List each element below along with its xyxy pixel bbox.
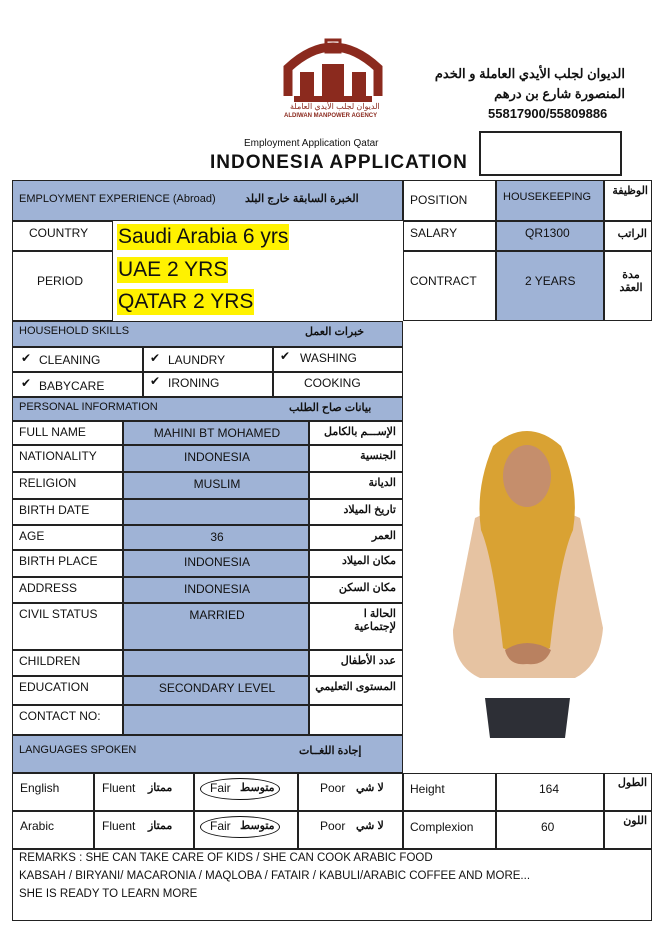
check-icon: ✔ (150, 374, 161, 388)
form-subtitle: Employment Application Qatar (244, 138, 379, 149)
personal-ar: تاريخ الميلاد (309, 499, 403, 525)
height-label: Height (403, 773, 496, 811)
personal-label: ADDRESS (12, 577, 123, 603)
remarks-line-3: SHE IS READY TO LEARN MORE (19, 888, 198, 900)
remarks-line-2: KABSAH / BIRYANI/ MACARONIA / MAQLOBA / FATAIR / KABULI/ARABIC COFFEE AND MORE... (19, 870, 531, 882)
personal-value: MAHINI BT MOHAMED (123, 421, 309, 445)
personal-label: CONTACT NO: (12, 705, 123, 735)
company-address-ar: المنصورة شارع بن درهم (494, 86, 625, 101)
logo-subtitle-ar: الديوان لجلب الأيدي العاملة (290, 102, 380, 111)
personal-ar: الحالة ا لإجتماعية (309, 603, 403, 650)
applicant-photo (405, 398, 650, 738)
personal-label: BIRTH DATE (12, 499, 123, 525)
experience-header: EMPLOYMENT EXPERIENCE (Abroad) الخبرة السابقة خارج البلد (12, 180, 403, 221)
page-title: INDONESIA APPLICATION (210, 152, 468, 173)
skill-ironing: ✔ IRONING (143, 372, 273, 397)
personal-value: INDONESIA (123, 577, 309, 603)
personal-label: BIRTH PLACE (12, 550, 123, 577)
skill-washing: ✔ WASHING (273, 347, 403, 372)
position-value: HOUSEKEEPING (496, 180, 604, 221)
lang-name-text: English (20, 781, 60, 795)
personal-label: EDUCATION (12, 676, 123, 705)
fluent-ar-text: ممتاز (148, 820, 173, 832)
company-phones: 55817900/55809886 (488, 106, 608, 121)
poor-text: Poor (320, 781, 346, 795)
personal-label: FULL NAME (12, 421, 123, 445)
personal-label: RELIGION (12, 472, 123, 499)
salary-ar: الراتب (604, 221, 652, 251)
fair-text: Fair (210, 819, 231, 833)
period-value-2: QATAR 2 YRS (118, 290, 254, 313)
contract-label: CONTRACT (403, 251, 496, 321)
personal-ar: الجنسية (309, 445, 403, 472)
salary-value: QR1300 (496, 221, 604, 251)
skill-cooking: COOKING (273, 372, 403, 397)
personal-header: PERSONAL INFORMATION بيانات صاح الطلب (12, 397, 403, 421)
personal-value: INDONESIA (123, 550, 309, 577)
height-ar: الطول (604, 773, 652, 811)
logo-subtitle-en: ALDIWAN MANPOWER AGENCY (284, 113, 378, 119)
skill-cleaning: ✔ CLEANING (12, 347, 143, 372)
lang-poor (298, 811, 403, 849)
personal-ar: الديانة (309, 472, 403, 499)
check-icon: ✔ (21, 376, 32, 390)
personal-ar: مكان الميلاد (309, 550, 403, 577)
skills-header: HOUSEHOLD SKILLS خبرات العمل (12, 321, 403, 347)
poor-ar-text: لا شي (356, 782, 384, 794)
company-name-ar: الديوان لجلب الأيدي العاملة و الخدم (434, 66, 625, 81)
fair-selected-circle (200, 778, 280, 800)
fluent-text: Fluent (102, 781, 136, 795)
personal-value: 36 (123, 525, 309, 550)
personal-value (123, 499, 309, 525)
company-logo (280, 34, 386, 124)
languages-header: LANGUAGES SPOKEN إجادة اللغــات (12, 735, 403, 773)
position-label: POSITION (403, 180, 496, 221)
personal-label: CHILDREN (12, 650, 123, 676)
check-icon: ✔ (280, 349, 291, 363)
personal-ar: مكان السكن (309, 577, 403, 603)
reference-box (479, 131, 622, 176)
remarks-line-1: REMARKS : SHE CAN TAKE CARE OF KIDS / SHE CAN COOK ARABIC FOOD (19, 852, 433, 864)
personal-value: MARRIED (123, 603, 309, 650)
fair-ar-text: متوسط (240, 820, 275, 832)
fair-text: Fair (210, 781, 231, 795)
fair-ar-text: متوسط (240, 782, 275, 794)
complexion-ar: اللون (604, 811, 652, 849)
lang-name-text: Arabic (20, 819, 55, 833)
check-icon: ✔ (21, 351, 32, 365)
personal-ar: المستوى التعليمي (309, 676, 403, 705)
lang-poor (298, 773, 403, 811)
check-icon: ✔ (150, 351, 161, 365)
period-value-1: UAE 2 YRS (118, 258, 228, 281)
country-label: COUNTRY (12, 221, 113, 251)
remarks-box (12, 849, 652, 921)
personal-ar: العمر (309, 525, 403, 550)
position-ar: الوظيفة (604, 180, 652, 221)
personal-value: SECONDARY LEVEL (123, 676, 309, 705)
personal-value: MUSLIM (123, 472, 309, 499)
skill-laundry: ✔ LAUNDRY (143, 347, 273, 372)
fair-selected-circle (200, 816, 280, 838)
personal-label: NATIONALITY (12, 445, 123, 472)
personal-value (123, 705, 309, 735)
salary-label: SALARY (403, 221, 496, 251)
complexion-value: 60 (496, 811, 604, 849)
contract-value: 2 YEARS (496, 251, 604, 321)
poor-ar-text: لا شي (356, 820, 384, 832)
personal-ar (309, 705, 403, 735)
period-values (113, 251, 403, 321)
contract-ar: مدة العقد (604, 251, 652, 321)
personal-value: INDONESIA (123, 445, 309, 472)
height-value: 164 (496, 773, 604, 811)
poor-text: Poor (320, 819, 346, 833)
personal-label: AGE (12, 525, 123, 550)
personal-value (123, 650, 309, 676)
period-label: PERIOD (12, 251, 113, 321)
country-value: Saudi Arabia 6 yrs (118, 225, 289, 248)
personal-label: CIVIL STATUS (12, 603, 123, 650)
skill-babycare: ✔ BABYCARE (12, 372, 143, 397)
complexion-label: Complexion (403, 811, 496, 849)
fluent-text: Fluent (102, 819, 136, 833)
fluent-ar-text: ممتاز (148, 782, 173, 794)
personal-ar: الإســـم بالكامل (309, 421, 403, 445)
personal-ar: عدد الأطفال (309, 650, 403, 676)
